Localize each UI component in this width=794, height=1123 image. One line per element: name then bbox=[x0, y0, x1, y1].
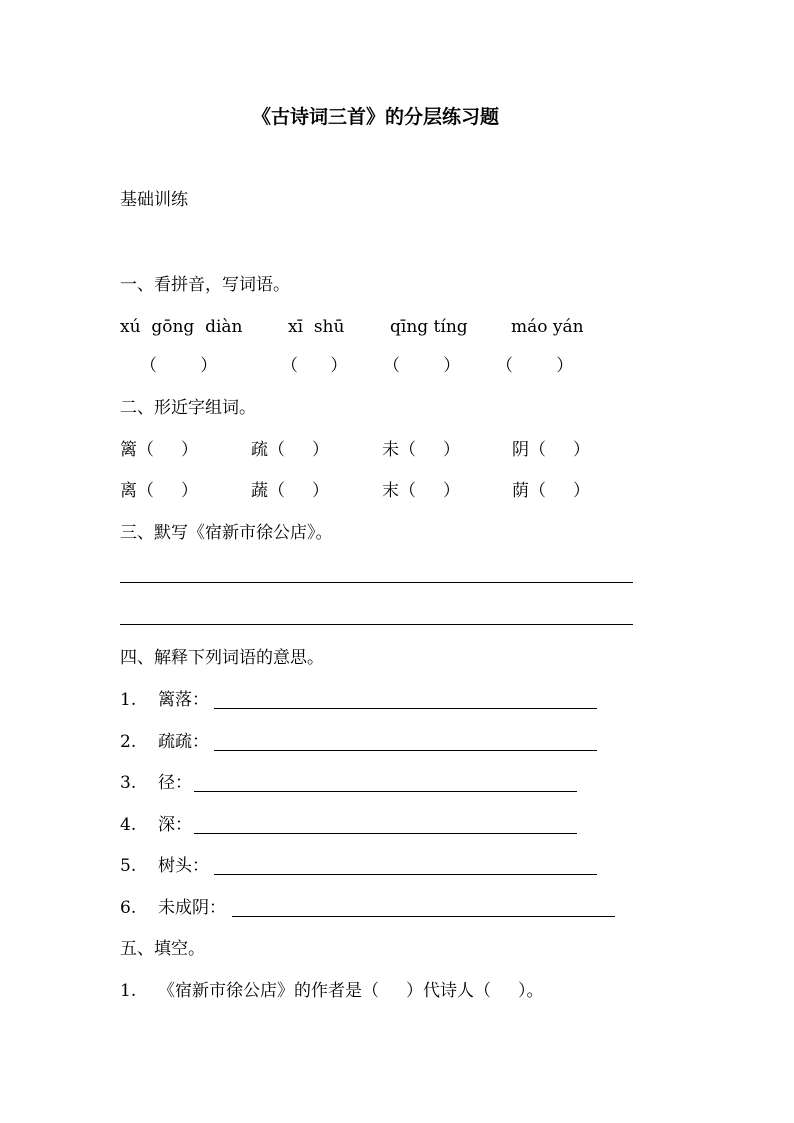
q3-heading: 三、默写《宿新市徐公店》。 bbox=[120, 523, 333, 543]
q2-row1-item-4: 阴（ ） bbox=[512, 440, 591, 460]
q1-heading: 一、看拼音，写词语。 bbox=[120, 275, 290, 295]
q1-pinyin-2: xī shū bbox=[288, 317, 345, 337]
q2-row1-item-2: 疏（ ） bbox=[251, 440, 330, 460]
q4-item-3-answer-line[interactable] bbox=[194, 791, 577, 792]
q4-item-1-num: 1. bbox=[120, 690, 137, 710]
q2-row2-item-2: 蔬（ ） bbox=[251, 481, 330, 501]
q4-item-4-term: 深： bbox=[158, 815, 192, 835]
q4-item-3-term: 径： bbox=[158, 773, 192, 793]
q2-row2-item-4: 荫（ ） bbox=[512, 481, 591, 501]
q1-pinyin-1: xú gōng diàn bbox=[120, 317, 243, 337]
q4-item-5-term: 树头： bbox=[158, 856, 209, 876]
q4-item-1-term: 篱落： bbox=[158, 690, 209, 710]
q2-row1-item-3: 未（ ） bbox=[382, 440, 461, 460]
q4-heading: 四、解释下列词语的意思。 bbox=[120, 648, 324, 668]
q1-pinyin-3: qīng tíng bbox=[390, 317, 468, 337]
q1-blank-2: （ ） bbox=[281, 356, 348, 376]
q4-item-6-answer-line[interactable] bbox=[232, 916, 615, 917]
q2-heading: 二、形近字组词。 bbox=[120, 398, 256, 418]
q4-item-5-num: 5. bbox=[120, 856, 137, 876]
q2-row2-item-1: 离（ ） bbox=[120, 481, 199, 501]
q3-answer-line-2[interactable] bbox=[120, 624, 633, 625]
q4-item-4-num: 4. bbox=[120, 815, 137, 835]
q1-blank-4: （ ） bbox=[496, 356, 574, 376]
q4-item-2-num: 2. bbox=[120, 732, 137, 752]
q5-heading: 五、填空。 bbox=[120, 939, 205, 959]
q4-item-2-term: 疏疏： bbox=[158, 732, 209, 752]
section-basic-label: 基础训练 bbox=[120, 190, 188, 210]
q3-answer-line-1[interactable] bbox=[120, 582, 633, 583]
page-title: 《古诗词三首》的分层练习题 bbox=[252, 106, 500, 128]
q4-item-6-num: 6. bbox=[120, 898, 137, 918]
q4-item-3-num: 3. bbox=[120, 773, 137, 793]
q2-row2-item-3: 末（ ） bbox=[382, 481, 461, 501]
q4-item-4-answer-line[interactable] bbox=[194, 833, 577, 834]
q4-item-6-term: 未成阴： bbox=[158, 898, 226, 918]
q5-item-1-num: 1. bbox=[120, 981, 137, 1001]
q1-pinyin-4: máo yán bbox=[511, 317, 584, 337]
q4-item-2-answer-line[interactable] bbox=[214, 750, 597, 751]
q4-item-5-answer-line[interactable] bbox=[214, 874, 597, 875]
q1-blank-3: （ ） bbox=[383, 356, 461, 376]
q1-blank-1: （ ） bbox=[140, 356, 218, 376]
q5-item-1-text: 《宿新市徐公店》的作者是（ ）代诗人（ ）。 bbox=[158, 981, 544, 1001]
q2-row1-item-1: 篱（ ） bbox=[120, 440, 199, 460]
q4-item-1-answer-line[interactable] bbox=[214, 708, 597, 709]
